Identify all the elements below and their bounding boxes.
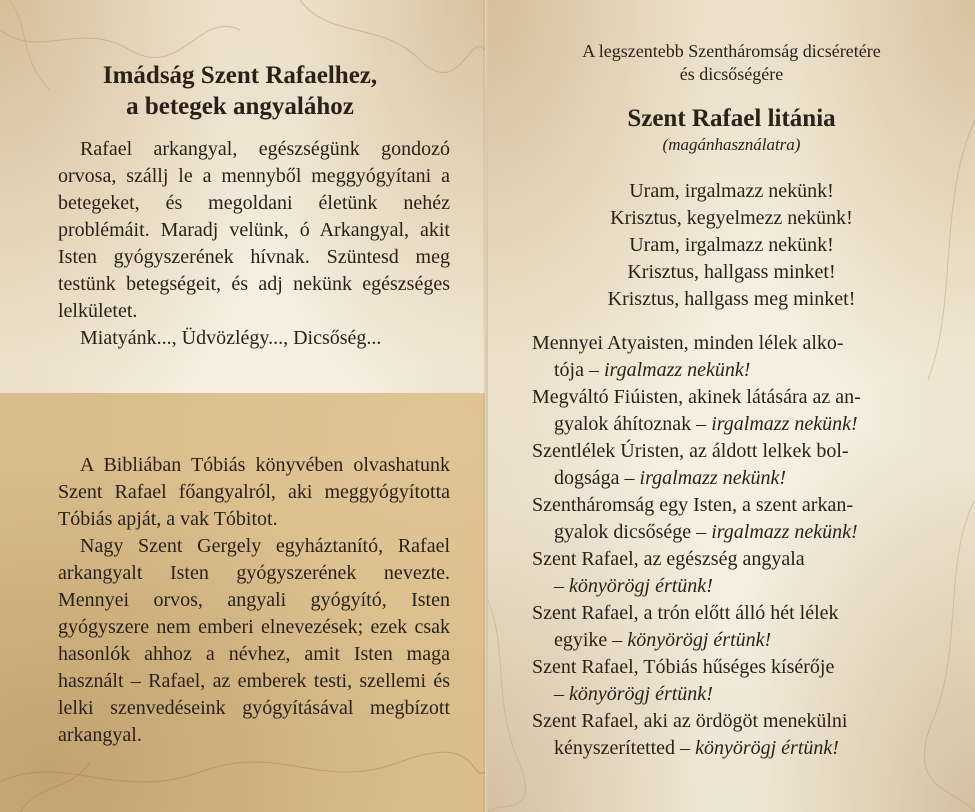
- prayer-title: [40, 60, 440, 122]
- invocation: [532, 708, 926, 762]
- opening-line: Krisztus, hallgass minket!: [627, 261, 836, 283]
- invocation-line1: Szent Rafael, aki az ördögöt menekülni: [532, 710, 848, 732]
- right-page: [488, 0, 975, 812]
- invocation-text: dogsága –: [554, 467, 640, 489]
- invocation-text: –: [554, 683, 569, 705]
- invocation-text: gyalok áhítoznak –: [554, 413, 712, 435]
- invocation-line2: [532, 573, 926, 600]
- prayer-text: [58, 136, 450, 352]
- invocation-response: irgalmazz nekünk!: [711, 413, 858, 435]
- opening-line: Uram, irgalmazz nekünk!: [629, 234, 834, 256]
- bible-paragraph-2: Nagy Szent Gergely egyháztanító, Rafael arkangyalt Isten gyógyszerének nevezte. Mennyei orvos, angyali gyógyító, Isten gyógyszere nem emberi elnevezések; ezek csak hasonlók ahhoz a névhez, amit Isten maga használt – Rafael, az emberek testi, szellemi és lelki szenvedéseink gyógyításával megbízott arkangyal.: [58, 535, 450, 746]
- opening-line: Krisztus, kegyelmezz nekünk!: [610, 207, 853, 229]
- invocation: [532, 546, 926, 600]
- litany-invocations: [532, 330, 926, 762]
- dedication-line2: és dicsőségére: [679, 64, 784, 84]
- invocation-response: könyörögj értünk!: [569, 575, 713, 597]
- invocation-line2: [532, 411, 926, 438]
- invocation-text: tója –: [554, 359, 604, 381]
- litany-subtitle: (magánhasználatra): [662, 135, 801, 154]
- dedication: [488, 40, 975, 86]
- invocation-line2: [532, 735, 926, 762]
- litany-title: Szent Rafael litánia: [627, 105, 836, 132]
- invocation-line2: [532, 681, 926, 708]
- invocation-response: könyörögj értünk!: [627, 629, 772, 651]
- invocation-response: irgalmazz nekünk!: [639, 467, 787, 489]
- invocation-line1: Szent Rafael, az egészség angyala: [532, 548, 805, 570]
- invocation-response: irgalmazz nekünk!: [711, 521, 858, 543]
- invocation: [532, 654, 926, 708]
- invocation-response: könyörögj értünk!: [695, 737, 839, 759]
- invocation-line2: [532, 519, 926, 546]
- prayer-title-line1: Imádság Szent Rafaelhez,: [102, 62, 378, 89]
- invocation-line1: Szent Rafael, Tóbiás hűséges kísérője: [532, 656, 835, 678]
- prayer-title-line2: a betegek angyalához: [126, 93, 354, 120]
- invocation-text: egyike –: [554, 629, 628, 651]
- opening-line: Uram, irgalmazz nekünk!: [629, 180, 834, 202]
- invocation: [532, 438, 926, 492]
- invocation: [532, 384, 926, 438]
- invocation-line2: [532, 627, 926, 654]
- bible-text: [58, 452, 450, 749]
- invocation-line2: [532, 465, 926, 492]
- invocation-line2: [532, 357, 926, 384]
- invocation-response: irgalmazz nekünk!: [604, 359, 751, 381]
- invocation-line1: Mennyei Atyaisten, minden lélek alko-: [532, 332, 844, 354]
- invocation-line1: Szentlélek Úristen, az áldott lelkek bol-: [532, 440, 849, 462]
- invocation: [532, 492, 926, 546]
- bible-paragraph-1: A Bibliában Tóbiás könyvében olvashatunk Szent Rafael főangyalról, aki meggyógyította Tóbiás apját, a vak Tóbitot.: [58, 454, 450, 530]
- dedication-line1: A legszentebb Szentháromság dicséretére: [582, 41, 881, 61]
- invocation-text: kényszerítetted –: [554, 737, 696, 759]
- opening-line: Krisztus, hallgass meg minket!: [607, 288, 856, 310]
- invocation-text: –: [554, 575, 569, 597]
- invocation: [532, 330, 926, 384]
- invocation: [532, 600, 926, 654]
- litany-opening: [488, 178, 975, 313]
- invocation-line1: Szent Rafael, a trón előtt álló hét lélek: [532, 602, 839, 624]
- prayer-paragraph: Rafael arkangyal, egészségünk gondozó orvosa, szállj le a mennyből meggyógyítani a betegeket, és megoldani életünk nehéz problémáit. Maradj velünk, ó Arkangyal, akit Isten gyógyszerének hívnak. Szüntesd meg testünk betegségeit, és adj nekünk egészséges lelkületet.: [58, 138, 450, 322]
- invocation-text: gyalok dicsősége –: [554, 521, 712, 543]
- invocation-response: könyörögj értünk!: [569, 683, 713, 705]
- left-page: [0, 0, 485, 812]
- invocation-line1: Megváltó Fiúisten, akinek látására az an-: [532, 386, 861, 408]
- prayer-closing: Miatyánk..., Üdvözlégy..., Dicsőség...: [80, 327, 382, 349]
- invocation-line1: Szentháromság egy Isten, a szent arkan-: [532, 494, 853, 516]
